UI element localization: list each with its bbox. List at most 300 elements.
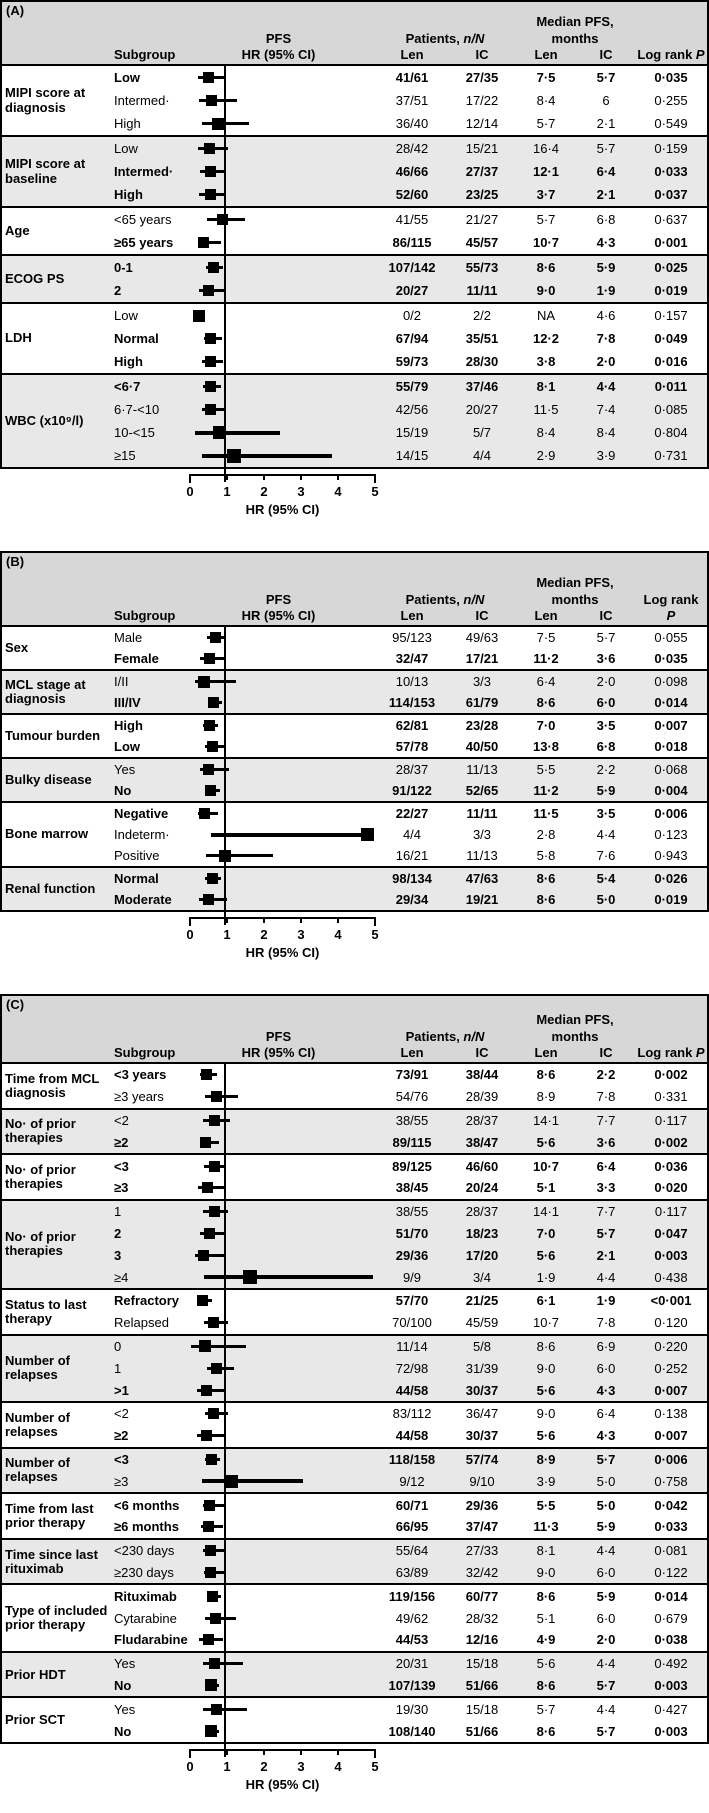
axis-tick (189, 1749, 191, 1758)
median-len-cell: 5·1 (536, 1610, 556, 1626)
hr-reference-line (224, 1064, 226, 1742)
subgroup-label: No (114, 1677, 132, 1693)
forest-plot-cell (182, 160, 375, 183)
axis-tick (189, 474, 191, 483)
forest-marker (208, 1317, 219, 1328)
axis-tick-label: 3 (297, 927, 305, 942)
subgroup-label: 6·7-<10 (114, 402, 160, 417)
forest-marker (205, 381, 216, 392)
patients-len-cell: 66/95 (395, 1519, 429, 1535)
patients-len-cell: 62/81 (395, 718, 429, 733)
median-len-cell: 8·6 (536, 871, 556, 886)
patients-ic-cell: 45/59 (465, 1315, 499, 1331)
subgroup-label: Yes (114, 762, 136, 777)
forest-plot-cell (182, 66, 375, 89)
median-len-cell: 8·1 (536, 1543, 556, 1559)
column-header-median: Median PFS, months Len IC (515, 553, 635, 625)
panel-b-body (2, 627, 707, 910)
forest-plot-cell (182, 1336, 375, 1358)
p-value-cell: 0·427 (654, 1701, 688, 1717)
forest-plot-cell (182, 1698, 375, 1720)
median-len-cell: NA (536, 308, 556, 323)
forest-plot-cell (182, 1201, 375, 1223)
forest-marker (209, 1161, 220, 1172)
forest-plot-cell (182, 89, 375, 112)
axis-tick-label: 2 (260, 927, 268, 942)
axis-tick (374, 917, 376, 926)
patients-ic-cell: 3/3 (472, 674, 492, 689)
forest-plot-cell (182, 327, 375, 350)
patients-len-cell: 52/60 (395, 187, 429, 202)
subgroup-label: <65 years (114, 212, 172, 227)
median-len-cell: 8·9 (536, 1451, 556, 1467)
subgroup-group (2, 1583, 707, 1650)
patients-ic-cell: 28/32 (465, 1610, 499, 1626)
patients-ic-cell: 52/65 (465, 783, 499, 798)
forest-marker (197, 1295, 208, 1306)
axis-tick (300, 917, 302, 923)
median-len-cell: 14·1 (532, 1112, 560, 1128)
median-len-cell: 11·5 (533, 806, 559, 821)
axis-tick-label: 5 (371, 1758, 379, 1774)
group-label: Age (5, 222, 30, 238)
forest-marker (201, 1430, 212, 1441)
patients-label: Patients, n/N (405, 591, 485, 607)
patients-len-cell: 41/61 (395, 70, 429, 85)
patients-len-cell: 89/115 (392, 1134, 432, 1150)
median-ic-cell: 7·8 (596, 1315, 616, 1331)
median-ic-cell: 8·4 (596, 425, 616, 440)
forest-marker (204, 653, 215, 664)
panel-c-body (2, 1064, 707, 1742)
patients-len-cell: 37/51 (395, 93, 429, 108)
axis-tick-label: 0 (186, 927, 194, 942)
median-ic-cell: 1·9 (596, 1293, 616, 1309)
axis-tick-label: 0 (186, 484, 194, 499)
len-header: Len (534, 1044, 558, 1060)
column-header-hr: PFS HR (95% CI) (241, 30, 316, 62)
patients-ic-cell: 57/74 (465, 1451, 499, 1467)
axis-tick (263, 1749, 265, 1755)
group-label: Prior HDT (5, 1666, 66, 1682)
column-header-subgroup: Subgroup (114, 607, 176, 623)
p-value-cell: 0·157 (654, 308, 688, 323)
ic-header: IC (475, 607, 489, 623)
patients-len-cell: 118/158 (388, 1451, 436, 1467)
subgroup-label: Low (114, 70, 140, 85)
p-value-cell: 0·138 (654, 1406, 688, 1422)
forest-marker (209, 1206, 220, 1217)
p-value-cell: 0·122 (654, 1564, 688, 1580)
patients-len-cell: 4/4 (402, 827, 422, 842)
forest-plot-cell (182, 231, 375, 254)
patients-ic-cell: 11/11 (466, 283, 498, 298)
forest-plot-cell (182, 1110, 375, 1132)
patients-len-cell: 46/66 (395, 164, 429, 179)
median-ic-cell: 4·3 (596, 235, 616, 250)
patients-ic-cell: 38/47 (465, 1134, 499, 1150)
ci-line (202, 1479, 303, 1483)
subgroup-group (2, 302, 707, 373)
forest-marker (203, 764, 214, 775)
patients-len-cell: 32/47 (395, 651, 429, 666)
axis-tick (374, 474, 376, 483)
forest-plot-cell (182, 889, 375, 910)
forest-plot-cell (182, 759, 375, 780)
subgroup-group (2, 1401, 707, 1447)
subgroup-label: Low (114, 739, 140, 754)
patients-ic-cell: 20/24 (465, 1180, 499, 1196)
p-value-cell: 0·018 (654, 739, 688, 754)
ci-line (211, 833, 371, 837)
len-header: Len (400, 1044, 424, 1060)
patients-ic-cell: 30/37 (465, 1428, 499, 1444)
p-value-cell: 0·047 (654, 1225, 688, 1241)
median-len-cell: 7·0 (536, 718, 556, 733)
forest-plot-cell (182, 1629, 375, 1651)
patients-len-cell: 9/9 (402, 1269, 422, 1285)
patients-ic-cell: 4/4 (472, 448, 492, 463)
median-ic-cell: 5·9 (596, 1588, 616, 1604)
median-ic-cell: 2·1 (596, 116, 616, 131)
subgroup-label: High (114, 718, 143, 733)
median-ic-cell: 5·4 (596, 871, 616, 886)
column-header-patients (375, 996, 515, 1062)
axis-tick (263, 474, 265, 480)
median-ic-cell: 3·5 (596, 806, 616, 821)
p-value-cell: 0·007 (654, 718, 688, 733)
median-len-cell: 2·8 (536, 827, 556, 842)
patients-ic-cell: 23/25 (465, 187, 499, 202)
group-label: Number of relapses (5, 1409, 70, 1439)
panel-b-table (0, 551, 709, 912)
median-ic-cell: 2·2 (596, 762, 616, 777)
subgroup-label: 0 (114, 1338, 122, 1354)
forest-plot-cell (182, 671, 375, 692)
patients-ic-cell: 19/21 (465, 892, 499, 907)
patients-len-cell: 16/21 (395, 848, 429, 863)
forest-plot-cell (182, 1675, 375, 1697)
patients-ic-cell: 36/47 (465, 1406, 499, 1422)
ic-header: IC (599, 1044, 613, 1060)
axis-line (189, 917, 376, 919)
patients-ic-cell: 37/46 (465, 379, 499, 394)
forest-plot-cell (182, 137, 375, 160)
subgroup-label: 0-1 (114, 260, 133, 275)
median-ic-cell: 2·1 (596, 1247, 616, 1263)
patients-label: Patients, n/N (405, 30, 485, 46)
p-value-cell: 0·331 (654, 1089, 688, 1105)
ci-line (206, 854, 273, 857)
median-len-cell: 5·5 (536, 1497, 556, 1513)
median-ic-cell: 5·9 (596, 1519, 616, 1535)
patients-ic-cell: 32/42 (465, 1564, 499, 1580)
forest-plot-cell (182, 627, 375, 648)
patients-len-cell: 55/64 (395, 1543, 429, 1559)
panel-c-axis (2, 1744, 707, 1800)
axis-tick (337, 917, 339, 923)
p-value-cell: <0·001 (650, 1293, 692, 1309)
forest-plot-cell (182, 1653, 375, 1675)
subgroup-label: 1 (114, 1204, 122, 1220)
patients-ic-cell: 45/57 (465, 235, 499, 250)
forest-plot-cell (182, 1244, 375, 1266)
subgroup-label: ≥3 years (114, 1089, 164, 1105)
median-len-cell: 8·9 (536, 1089, 556, 1105)
p-value-cell: 0·679 (654, 1610, 688, 1626)
p-value-cell: 0·637 (654, 212, 688, 227)
median-len-cell: 7·5 (536, 630, 556, 645)
forest-plot-cell (182, 1449, 375, 1471)
forest-marker (205, 404, 216, 415)
patients-len-cell: 59/73 (395, 354, 429, 369)
subgroup-label: 2 (114, 283, 122, 298)
panel-key: (A) (6, 3, 25, 18)
subgroup-group (2, 627, 707, 669)
ic-header: IC (599, 46, 613, 62)
patients-len-cell: 29/34 (395, 892, 429, 907)
p-value-cell: 0·004 (654, 783, 688, 798)
patients-ic-cell: 21/25 (465, 1293, 499, 1309)
axis-tick (300, 1749, 302, 1755)
median-ic-cell: 6·0 (596, 695, 616, 710)
group-label: Bulky disease (5, 771, 92, 787)
patients-len-cell: 89/125 (392, 1158, 432, 1174)
patients-ic-cell: 20/27 (465, 402, 499, 417)
len-header: Len (534, 46, 558, 62)
patients-len-cell: 49/62 (395, 1610, 429, 1626)
median-len-cell: 9·0 (536, 1406, 556, 1422)
forest-marker (209, 1658, 220, 1669)
median-ic-cell: 3·9 (596, 448, 616, 463)
axis-tick-label: 0 (186, 1758, 194, 1774)
median-ic-cell: 5·7 (596, 1225, 616, 1241)
subgroup-group (2, 669, 707, 713)
forest-plot-cell (182, 648, 375, 669)
ic-header: IC (475, 1044, 489, 1060)
median-len-cell: 5·6 (536, 1247, 556, 1263)
p-value-cell: 0·019 (654, 892, 688, 907)
forest-marker (205, 1725, 217, 1737)
median-len-cell: 9·0 (536, 1360, 556, 1376)
column-header-patients (375, 553, 515, 625)
patients-len-cell: 42/56 (395, 402, 429, 417)
group-label: Renal function (5, 880, 96, 896)
patients-len-cell: 60/71 (395, 1497, 429, 1513)
forest-marker (201, 1069, 212, 1080)
forest-plot-cell (182, 1155, 375, 1177)
p-value-cell: 0·006 (654, 806, 688, 821)
patients-ic-cell: 11/13 (466, 762, 498, 777)
subgroup-group (2, 206, 707, 254)
p-value-cell: 0·098 (654, 674, 688, 689)
forest-plot-cell (182, 1357, 375, 1379)
median-len-cell: 11·2 (533, 651, 559, 666)
patients-ic-cell: 2/2 (472, 308, 492, 323)
forest-marker (205, 333, 216, 344)
axis-tick-label: 2 (260, 484, 268, 499)
subgroup-group (2, 1696, 707, 1742)
forest-panel-a (0, 0, 709, 525)
subgroup-label: ≥4 (114, 1269, 129, 1285)
forest-plot-cell (182, 375, 375, 398)
subgroup-label: Male (114, 630, 143, 645)
median-ic-cell: 7·6 (596, 848, 616, 863)
ci-line (199, 99, 237, 102)
median-len-cell: 11·2 (533, 783, 559, 798)
median-ic-cell: 5·0 (596, 892, 616, 907)
median-ic-cell: 2·1 (596, 187, 616, 202)
panel-b-axis (2, 912, 707, 968)
group-label: MIPI score at diagnosis (5, 85, 86, 115)
median-ic-cell: 5·7 (596, 1451, 616, 1467)
patients-len-cell: 114/153 (388, 695, 436, 710)
median-ic-cell: 6·8 (596, 212, 616, 227)
p-value-cell: 0·007 (654, 1428, 688, 1444)
patients-ic-cell: 12/16 (465, 1632, 499, 1648)
forest-marker (206, 1454, 217, 1465)
patients-ic-cell: 51/66 (465, 1677, 499, 1693)
forest-marker (203, 894, 214, 905)
median-ic-cell: 3·6 (596, 651, 616, 666)
axis-tick (374, 1749, 376, 1758)
forest-marker (205, 1545, 216, 1556)
subgroup-label: I/II (114, 674, 129, 689)
patients-ic-cell: 61/79 (465, 695, 499, 710)
group-label: Bone marrow (5, 826, 89, 842)
median-ic-cell: 2·2 (596, 1067, 616, 1083)
forest-marker (207, 873, 218, 884)
subgroup-label: Yes (114, 1656, 136, 1672)
subgroup-label: High (114, 116, 141, 131)
patients-len-cell: 91/122 (392, 783, 432, 798)
median-len-cell: 8·1 (536, 379, 556, 394)
patients-ic-cell: 15/18 (465, 1701, 499, 1717)
axis-line (189, 1749, 376, 1751)
subgroup-group (2, 866, 707, 910)
median-ic-cell: 7·4 (596, 402, 616, 417)
subgroup-group (2, 1153, 707, 1199)
subgroup-label: Intermed· (114, 164, 174, 179)
median-ic-cell: 5·7 (596, 630, 616, 645)
patients-len-cell: 41/55 (395, 212, 429, 227)
group-label: No· of prior therapies (5, 1161, 76, 1191)
column-header-logrank: Log rank P (643, 591, 699, 623)
forest-plot-cell (182, 1562, 375, 1584)
median-len-cell: 5·1 (536, 1180, 556, 1196)
subgroup-label: >1 (114, 1382, 129, 1398)
patients-len-cell: 15/19 (395, 425, 429, 440)
p-value-cell: 0·020 (654, 1180, 688, 1196)
patients-ic-cell: 17/21 (465, 651, 499, 666)
subgroup-group (2, 254, 707, 302)
patients-ic-cell: 37/47 (465, 1519, 499, 1535)
median-ic-cell: 6·0 (596, 1610, 616, 1626)
median-ic-cell: 4·4 (596, 1269, 616, 1285)
p-value-cell: 0·038 (654, 1632, 688, 1648)
patients-len-cell: 44/58 (395, 1382, 429, 1398)
forest-plot-cell (182, 1607, 375, 1629)
forest-plot-cell (182, 279, 375, 302)
patients-len-cell: 0/2 (402, 308, 422, 323)
forest-marker (198, 1250, 209, 1261)
median-ic-cell: 6·4 (596, 164, 616, 179)
median-len-cell: 16·4 (532, 141, 560, 156)
patients-len-cell: 28/37 (395, 762, 429, 777)
axis-line (189, 474, 376, 476)
median-len-cell: 8·4 (536, 425, 556, 440)
forest-plot-cell (182, 1064, 375, 1086)
group-label: Sex (5, 639, 29, 655)
forest-marker (204, 1228, 215, 1239)
subgroup-label: ≥2 (114, 1428, 129, 1444)
patients-len-cell: 9/12 (399, 1473, 425, 1489)
subgroup-label: Low (114, 308, 138, 323)
axis-tick-label: 4 (334, 927, 342, 942)
median-len-cell: 10·7 (532, 1315, 560, 1331)
patients-ic-cell: 47/63 (465, 871, 499, 886)
forest-marker (205, 1567, 216, 1578)
patients-len-cell: 86/115 (392, 235, 432, 250)
p-value-cell: 0·002 (654, 1134, 688, 1150)
patients-len-cell: 28/42 (395, 141, 429, 156)
patients-len-cell: 57/70 (395, 1293, 429, 1309)
median-ic-cell: 4·4 (596, 827, 616, 842)
median-ic-cell: 5·0 (596, 1473, 616, 1489)
group-label: WBC (x10⁹/l) (5, 412, 84, 428)
p-value-cell: 0·014 (654, 695, 688, 710)
axis-title: HR (95% CI) (245, 945, 320, 960)
patients-ic-cell: 3/3 (472, 827, 492, 842)
subgroup-label: <3 years (114, 1067, 167, 1083)
p-value-cell: 0·033 (654, 164, 688, 179)
patients-ic-cell: 29/36 (465, 1497, 499, 1513)
patients-ic-cell: 5/7 (472, 425, 492, 440)
group-label: No· of prior therapies (5, 1116, 76, 1146)
axis-tick-label: 3 (297, 484, 305, 499)
patients-len-cell: 10/13 (395, 674, 429, 689)
patients-len-cell: 22/27 (395, 806, 429, 821)
patients-len-cell: 107/142 (388, 260, 436, 275)
forest-marker (207, 1591, 218, 1602)
axis-tick-label: 3 (297, 1758, 305, 1774)
forest-plot-cell (182, 1223, 375, 1245)
axis-tick (189, 917, 191, 926)
p-value-cell: 0·731 (654, 448, 688, 463)
group-label: MCL stage at diagnosis (5, 676, 86, 706)
median-ic-cell: 4·4 (596, 1701, 616, 1717)
forest-plot-cell (182, 1403, 375, 1425)
p-value-cell: 0·025 (654, 260, 688, 275)
len-header: Len (400, 607, 424, 623)
forest-plot-cell (182, 1266, 375, 1288)
median-ic-cell: 4·6 (596, 308, 616, 323)
p-value-cell: 0·042 (654, 1497, 688, 1513)
forest-plot-cell (182, 112, 375, 135)
ci-line (202, 454, 333, 458)
median-len-cell: 5·7 (536, 1701, 556, 1717)
median-ic-cell: 2·0 (596, 354, 616, 369)
forest-plot-cell (182, 1516, 375, 1538)
forest-marker (202, 1182, 213, 1193)
subgroup-group (2, 1064, 707, 1108)
axis-tick-label: 4 (334, 1758, 342, 1774)
median-ic-cell: 7·8 (596, 331, 616, 346)
forest-marker (209, 1115, 220, 1126)
median-ic-cell: 5·0 (596, 1497, 616, 1513)
axis-title: HR (95% CI) (245, 1776, 320, 1792)
p-value-cell: 0·085 (654, 402, 688, 417)
